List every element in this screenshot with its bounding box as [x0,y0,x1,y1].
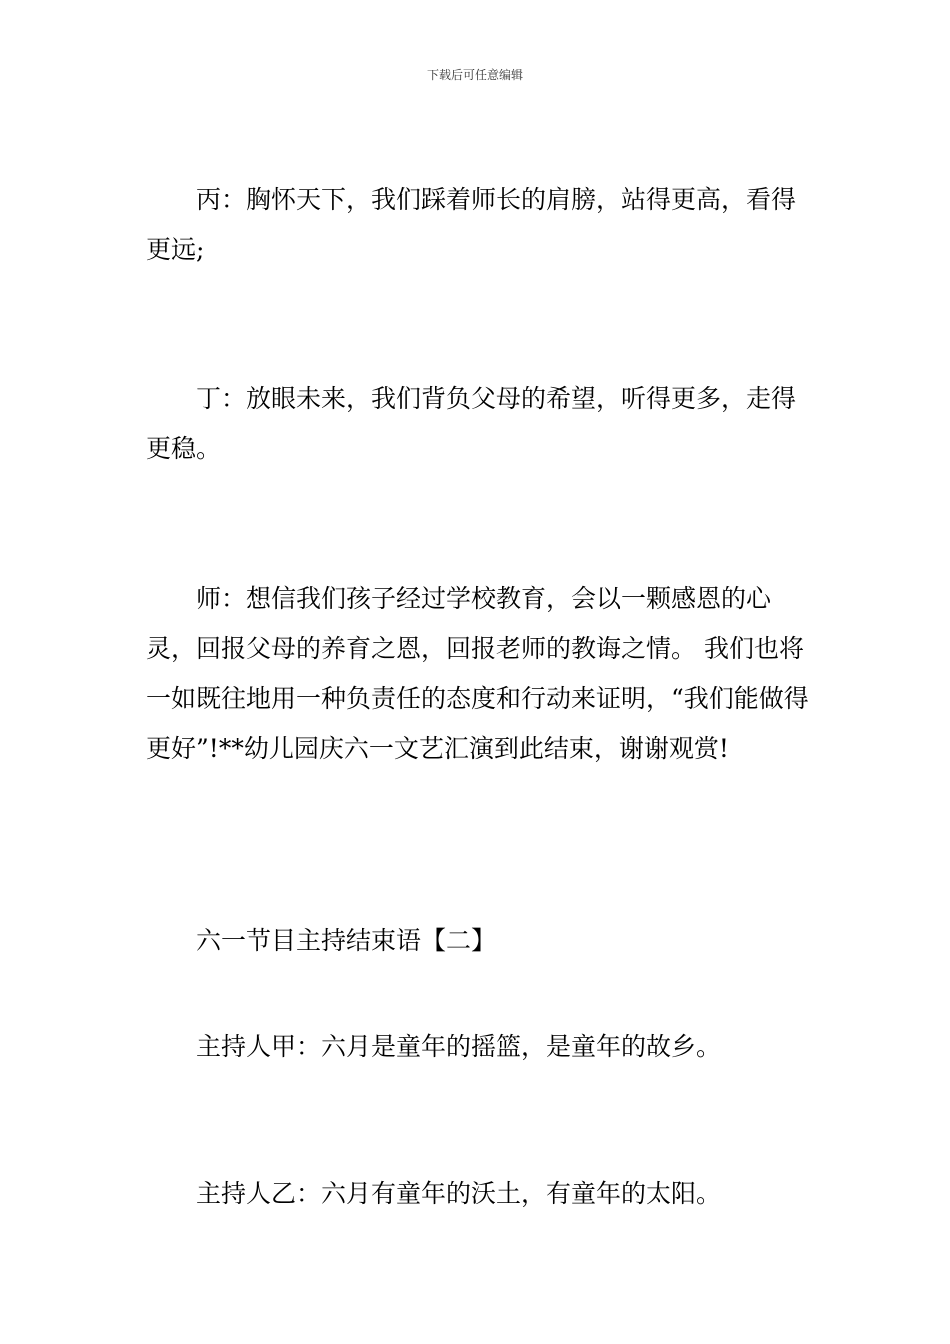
paragraph-host-b: 主持人乙：六月有童年的沃土，有童年的太阳。 [196,1179,722,1208]
paragraph-teacher: 师：想信我们孩子经过学校教育，会以一颗感恩的心灵，回报父母的养育之恩，回报老师的教诲之情。 我们也将一如既往地用一种负责任的态度和行动来证明，“我们能做得更好”!**幼儿园庆六一文艺汇演到此结束，谢谢观赏! [146,584,809,763]
paragraph-bing: 丙：胸怀天下，我们踩着师长的肩膀，站得更高，看得更远; [146,185,797,264]
paragraph-ding: 丁：放眼未来，我们背负父母的希望，听得更多，走得更稳。 [146,384,797,463]
page-header-note: 下载后可任意编辑 [426,68,523,82]
paragraph-host-a: 主持人甲：六月是童年的摇篮，是童年的故乡。 [196,1032,722,1061]
section-heading: 六一节目主持结束语【二】 [196,926,497,955]
